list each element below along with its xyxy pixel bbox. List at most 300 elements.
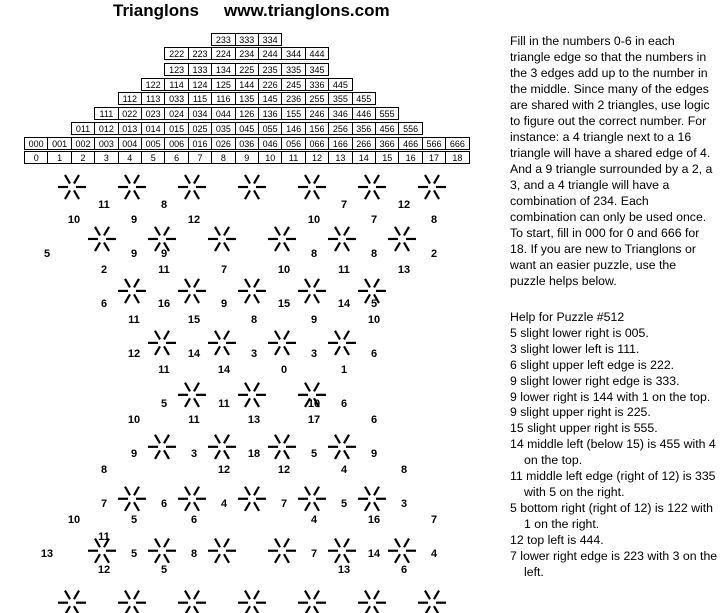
triangle-number[interactable]: 12 bbox=[187, 213, 201, 226]
edge-tick bbox=[314, 606, 319, 613]
edge-tick bbox=[305, 294, 310, 303]
edge-tick bbox=[275, 554, 280, 563]
edge-tick bbox=[335, 331, 340, 340]
edge-tick bbox=[305, 591, 310, 600]
edge-tick bbox=[344, 346, 349, 355]
edge-tick bbox=[215, 242, 220, 251]
help-section bbox=[510, 310, 720, 580]
sum-cell: 6 bbox=[164, 151, 188, 164]
help-title: Help for Puzzle #512 bbox=[510, 310, 625, 324]
triangle-number[interactable]: 4 bbox=[340, 463, 348, 476]
sum-cell: 9 bbox=[235, 151, 259, 164]
triangle-number[interactable]: 8 bbox=[100, 463, 108, 476]
edge-tick bbox=[125, 487, 130, 496]
combo-cell: 236 bbox=[281, 92, 305, 105]
edge-tick bbox=[344, 450, 349, 459]
edge-tick bbox=[185, 591, 190, 600]
triangle-number[interactable]: 2 bbox=[100, 263, 108, 276]
combo-cell: 000 bbox=[24, 137, 48, 150]
combo-cell: 016 bbox=[188, 137, 212, 150]
edge-tick bbox=[275, 331, 280, 340]
triangle-number[interactable]: 6 bbox=[370, 413, 378, 426]
triangle-number[interactable]: 12 bbox=[97, 563, 111, 576]
edge-tick bbox=[125, 591, 130, 600]
edge-tick bbox=[185, 606, 190, 613]
triangle-number[interactable]: 8 bbox=[430, 213, 438, 226]
sum-cell: 8 bbox=[211, 151, 235, 164]
triangle-number[interactable]: 7 bbox=[340, 198, 348, 211]
combo-cell: 666 bbox=[445, 137, 469, 150]
combo-cell: 113 bbox=[141, 92, 165, 105]
edge-tick bbox=[164, 554, 169, 563]
edge-tick bbox=[245, 502, 250, 511]
edge-tick bbox=[224, 554, 229, 563]
edge-tick bbox=[335, 242, 340, 251]
triangle-number[interactable]: 12 bbox=[277, 463, 291, 476]
site-url: www.trianglons.com bbox=[224, 1, 390, 20]
edge-tick bbox=[155, 331, 160, 340]
edge-tick bbox=[254, 279, 259, 288]
edge-tick bbox=[395, 554, 400, 563]
edge-tick bbox=[65, 190, 70, 199]
edge-tick bbox=[194, 502, 199, 511]
sum-cell: 5 bbox=[141, 151, 165, 164]
edge-tick bbox=[134, 487, 139, 496]
edge-tick bbox=[425, 175, 430, 184]
edge-tick bbox=[395, 539, 400, 548]
combo-cell: 023 bbox=[141, 107, 165, 120]
triangle-number[interactable]: 10 bbox=[127, 413, 141, 426]
triangle-number[interactable]: 12 bbox=[127, 347, 141, 360]
combo-cell: 136 bbox=[258, 107, 282, 120]
edge-tick bbox=[134, 175, 139, 184]
edge-tick bbox=[254, 190, 259, 199]
combo-cell: 244 bbox=[258, 47, 282, 60]
triangle-number[interactable]: 1 bbox=[340, 363, 348, 376]
triangle-number[interactable]: 17 bbox=[307, 413, 321, 426]
edge-tick bbox=[314, 279, 319, 288]
combo-cell: 345 bbox=[305, 63, 329, 76]
edge-tick bbox=[275, 539, 280, 548]
edge-tick bbox=[224, 435, 229, 444]
triangle-number[interactable]: 7 bbox=[310, 547, 318, 560]
edge-tick bbox=[134, 190, 139, 199]
combo-cell: 444 bbox=[305, 47, 329, 60]
combo-cell: 022 bbox=[118, 107, 142, 120]
edge-tick bbox=[254, 398, 259, 407]
edge-tick bbox=[194, 591, 199, 600]
combo-cell: 335 bbox=[281, 63, 305, 76]
edge-tick bbox=[284, 554, 289, 563]
triangle-number[interactable]: 7 bbox=[220, 263, 228, 276]
edge-tick bbox=[254, 487, 259, 496]
edge-tick bbox=[194, 398, 199, 407]
edge-tick bbox=[224, 539, 229, 548]
triangle-number[interactable]: 5 bbox=[130, 547, 138, 560]
combo-cell: 125 bbox=[211, 78, 235, 91]
triangle-number[interactable]: 6 bbox=[400, 563, 408, 576]
triangle-number[interactable]: 5 bbox=[370, 297, 378, 310]
combo-cell: 336 bbox=[305, 78, 329, 91]
edge-tick bbox=[374, 591, 379, 600]
edge-tick bbox=[275, 242, 280, 251]
edge-tick bbox=[395, 242, 400, 251]
triangle-number[interactable]: 14 bbox=[337, 297, 351, 310]
edge-tick bbox=[194, 175, 199, 184]
combo-cell: 233 bbox=[211, 33, 235, 46]
edge-tick bbox=[275, 346, 280, 355]
combo-cell: 036 bbox=[235, 137, 259, 150]
edge-tick bbox=[134, 279, 139, 288]
edge-tick bbox=[224, 242, 229, 251]
triangle-number[interactable]: 11 bbox=[338, 263, 350, 276]
edge-tick bbox=[284, 435, 289, 444]
edge-tick bbox=[275, 450, 280, 459]
triangle-number[interactable]: 10 bbox=[67, 213, 81, 226]
triangle-number[interactable]: 5 bbox=[160, 563, 168, 576]
edge-tick bbox=[245, 591, 250, 600]
combo-cell: 145 bbox=[258, 92, 282, 105]
combo-cell: 224 bbox=[211, 47, 235, 60]
edge-tick bbox=[134, 294, 139, 303]
triangle-number[interactable]: 13 bbox=[337, 563, 351, 576]
triangle-number[interactable]: 9 bbox=[160, 247, 168, 260]
edge-tick bbox=[254, 502, 259, 511]
combo-cell: 466 bbox=[398, 137, 422, 150]
edge-tick bbox=[155, 435, 160, 444]
triangle-number[interactable]: 9 bbox=[130, 213, 138, 226]
edge-tick bbox=[284, 227, 289, 236]
edge-tick bbox=[104, 227, 109, 236]
sum-cell: 3 bbox=[94, 151, 118, 164]
edge-tick bbox=[194, 294, 199, 303]
edge-tick bbox=[224, 450, 229, 459]
combo-cell: 045 bbox=[235, 122, 259, 135]
help-hint: 15 slight upper right is 555. bbox=[510, 421, 658, 436]
help-hint: 6 slight upper left edge is 222. bbox=[510, 357, 675, 372]
edge-tick bbox=[125, 294, 130, 303]
triangle-number[interactable]: 8 bbox=[370, 247, 378, 260]
triangle-number[interactable]: 4 bbox=[430, 547, 438, 560]
combo-cell: 066 bbox=[305, 137, 329, 150]
edge-tick bbox=[95, 242, 100, 251]
combo-cell: 124 bbox=[188, 78, 212, 91]
triangle-number[interactable]: 4 bbox=[220, 497, 228, 510]
combination-table bbox=[0, 0, 500, 170]
sum-cell: 4 bbox=[118, 151, 142, 164]
edge-tick bbox=[185, 190, 190, 199]
edge-tick bbox=[164, 450, 169, 459]
edge-tick bbox=[374, 487, 379, 496]
triangle-number[interactable]: 5 bbox=[310, 447, 318, 460]
combo-cell: 002 bbox=[71, 137, 95, 150]
edge-tick bbox=[365, 279, 370, 288]
triangle-number[interactable]: 10 bbox=[307, 213, 321, 226]
triangle-number[interactable]: 5 bbox=[43, 247, 51, 260]
sum-cell: 13 bbox=[328, 151, 352, 164]
combo-cell: 346 bbox=[328, 107, 352, 120]
sum-cell: 11 bbox=[281, 151, 305, 164]
combo-cell: 155 bbox=[281, 107, 305, 120]
edge-tick bbox=[365, 502, 370, 511]
combo-cell: 123 bbox=[164, 63, 188, 76]
edge-tick bbox=[194, 279, 199, 288]
triangle-number[interactable]: 11 bbox=[128, 313, 140, 326]
edge-tick bbox=[194, 190, 199, 199]
triangle-number[interactable]: 13 bbox=[247, 413, 261, 426]
combo-cell: 222 bbox=[164, 47, 188, 60]
combo-cell: 445 bbox=[328, 78, 352, 91]
edge-tick bbox=[215, 554, 220, 563]
edge-tick bbox=[224, 346, 229, 355]
triangle-number[interactable]: 8 bbox=[310, 247, 318, 260]
combo-cell: 044 bbox=[211, 107, 235, 120]
edge-tick bbox=[365, 190, 370, 199]
triangle-number[interactable]: 10 bbox=[67, 513, 81, 526]
help-hint: 7 lower right edge is 223 with 3 on the left. bbox=[510, 548, 718, 579]
edge-tick bbox=[185, 502, 190, 511]
combo-cell: 033 bbox=[164, 92, 188, 105]
edge-tick bbox=[185, 383, 190, 392]
triangle-number[interactable]: 14 bbox=[367, 547, 381, 560]
edge-tick bbox=[164, 346, 169, 355]
edge-tick bbox=[104, 242, 109, 251]
triangle-number[interactable]: 6 bbox=[370, 347, 378, 360]
edge-tick bbox=[194, 383, 199, 392]
edge-tick bbox=[374, 190, 379, 199]
help-hint: 5 bottom right (right of 12) is 122 with 1 on the right. bbox=[510, 500, 713, 531]
edge-tick bbox=[344, 331, 349, 340]
edge-tick bbox=[365, 591, 370, 600]
edge-tick bbox=[254, 591, 259, 600]
triangle-number[interactable]: 11 bbox=[98, 198, 110, 211]
triangle-number[interactable]: 7 bbox=[370, 213, 378, 226]
triangle-number[interactable]: 16 bbox=[157, 297, 171, 310]
edge-tick bbox=[254, 175, 259, 184]
edge-tick bbox=[404, 242, 409, 251]
triangle-number[interactable]: 15 bbox=[277, 297, 291, 310]
brand-title: Trianglons bbox=[113, 1, 199, 20]
triangle-number[interactable]: 3 bbox=[190, 447, 198, 460]
combo-cell: 135 bbox=[235, 92, 259, 105]
combo-cell: 004 bbox=[118, 137, 142, 150]
triangle-number[interactable]: 6 bbox=[190, 513, 198, 526]
edge-tick bbox=[164, 227, 169, 236]
triangle-number[interactable]: 14 bbox=[187, 347, 201, 360]
edge-tick bbox=[245, 398, 250, 407]
triangle-number[interactable]: 9 bbox=[220, 297, 228, 310]
combo-cell: 046 bbox=[258, 137, 282, 150]
triangle-number[interactable]: 8 bbox=[250, 313, 258, 326]
triangle-number[interactable]: 14 bbox=[217, 363, 231, 376]
edge-tick bbox=[155, 346, 160, 355]
edge-tick bbox=[344, 539, 349, 548]
combo-cell: 455 bbox=[352, 92, 376, 105]
help-hint: 5 slight lower right is 005. bbox=[510, 325, 649, 340]
combo-cell: 256 bbox=[328, 122, 352, 135]
edge-tick bbox=[134, 606, 139, 613]
edge-tick bbox=[215, 450, 220, 459]
combo-cell: 056 bbox=[281, 137, 305, 150]
triangle-number[interactable]: 12 bbox=[217, 463, 231, 476]
triangle-number[interactable]: 10 bbox=[277, 263, 291, 276]
triangle-number[interactable]: 11 bbox=[188, 413, 200, 426]
edge-tick bbox=[305, 279, 310, 288]
combo-cell: 034 bbox=[188, 107, 212, 120]
edge-tick bbox=[125, 279, 130, 288]
edge-tick bbox=[335, 539, 340, 548]
help-hint: 9 slight upper right is 225. bbox=[510, 405, 651, 420]
combo-cell: 035 bbox=[211, 122, 235, 135]
edge-tick bbox=[215, 539, 220, 548]
edge-tick bbox=[185, 279, 190, 288]
edge-tick bbox=[374, 502, 379, 511]
combo-cell: 055 bbox=[258, 122, 282, 135]
combo-cell: 006 bbox=[164, 137, 188, 150]
combo-cell: 235 bbox=[258, 63, 282, 76]
edge-tick bbox=[314, 487, 319, 496]
edge-tick bbox=[365, 175, 370, 184]
edge-tick bbox=[245, 606, 250, 613]
triangle-number[interactable]: 10 bbox=[307, 397, 321, 410]
edge-tick bbox=[185, 175, 190, 184]
combo-cell: 112 bbox=[118, 92, 142, 105]
combo-cell: 001 bbox=[47, 137, 71, 150]
triangle-number[interactable]: 7 bbox=[430, 513, 438, 526]
edge-tick bbox=[134, 591, 139, 600]
edge-tick bbox=[155, 554, 160, 563]
edge-tick bbox=[374, 606, 379, 613]
triangle-number[interactable]: 5 bbox=[160, 397, 168, 410]
triangle-number[interactable]: 8 bbox=[160, 198, 168, 211]
edge-tick bbox=[194, 606, 199, 613]
sum-cell: 12 bbox=[305, 151, 329, 164]
combo-cell: 456 bbox=[375, 122, 399, 135]
edge-tick bbox=[365, 487, 370, 496]
edge-tick bbox=[434, 591, 439, 600]
edge-tick bbox=[335, 227, 340, 236]
triangle-number[interactable]: 7 bbox=[280, 497, 288, 510]
triangle-number[interactable]: 10 bbox=[367, 313, 381, 326]
edge-tick bbox=[284, 539, 289, 548]
sum-cell: 14 bbox=[352, 151, 376, 164]
sum-cell: 15 bbox=[375, 151, 399, 164]
edge-tick bbox=[365, 606, 370, 613]
combo-cell: 134 bbox=[211, 63, 235, 76]
triangle-number[interactable]: 2 bbox=[430, 247, 438, 260]
combo-cell: 116 bbox=[211, 92, 235, 105]
combo-cell: 005 bbox=[141, 137, 165, 150]
edge-tick bbox=[305, 175, 310, 184]
triangle-number[interactable]: 5 bbox=[130, 513, 138, 526]
help-hint: 9 slight lower right edge is 333. bbox=[510, 373, 680, 388]
triangle-number[interactable]: 7 bbox=[100, 497, 108, 510]
combo-cell: 024 bbox=[164, 107, 188, 120]
edge-tick bbox=[425, 606, 430, 613]
edge-tick bbox=[335, 554, 340, 563]
edge-tick bbox=[245, 487, 250, 496]
combo-cell: 223 bbox=[188, 47, 212, 60]
edge-tick bbox=[434, 175, 439, 184]
triangle-number[interactable]: 11 bbox=[158, 363, 170, 376]
triangle-number[interactable]: 0 bbox=[280, 363, 288, 376]
triangle-number[interactable]: 13 bbox=[397, 263, 411, 276]
combo-cell: 166 bbox=[328, 137, 352, 150]
triangle-number[interactable]: 9 bbox=[310, 313, 318, 326]
triangle-number[interactable]: 9 bbox=[370, 447, 378, 460]
edge-tick bbox=[125, 175, 130, 184]
help-hint: 9 lower right is 144 with 1 on the top. bbox=[510, 389, 711, 404]
edge-tick bbox=[224, 331, 229, 340]
combo-cell: 015 bbox=[164, 122, 188, 135]
edge-tick bbox=[74, 606, 79, 613]
combo-cell: 226 bbox=[258, 78, 282, 91]
edge-tick bbox=[284, 450, 289, 459]
edge-tick bbox=[245, 294, 250, 303]
edge-tick bbox=[125, 606, 130, 613]
combo-cell: 111 bbox=[94, 107, 118, 120]
combo-cell: 566 bbox=[422, 137, 446, 150]
edge-tick bbox=[305, 502, 310, 511]
triangle-number[interactable]: 8 bbox=[190, 547, 198, 560]
triangle-number[interactable]: 3 bbox=[310, 347, 318, 360]
edge-tick bbox=[275, 435, 280, 444]
triangle-number[interactable]: 6 bbox=[100, 297, 108, 310]
edge-tick bbox=[404, 227, 409, 236]
triangle-number[interactable]: 18 bbox=[247, 447, 261, 460]
triangle-number[interactable]: 3 bbox=[250, 347, 258, 360]
edge-tick bbox=[305, 383, 310, 392]
triangle-number[interactable]: 5 bbox=[340, 497, 348, 510]
edge-tick bbox=[125, 502, 130, 511]
help-hint: 12 top left is 444. bbox=[510, 532, 604, 547]
triangle-number[interactable]: 3 bbox=[400, 497, 408, 510]
combo-cell: 266 bbox=[352, 137, 376, 150]
puzzle-board bbox=[0, 170, 500, 613]
triangle-number[interactable]: 11 bbox=[98, 530, 110, 543]
combo-cell: 355 bbox=[328, 92, 352, 105]
edge-tick bbox=[305, 487, 310, 496]
sum-cell: 7 bbox=[188, 151, 212, 164]
combo-cell: 334 bbox=[258, 33, 282, 46]
edge-tick bbox=[284, 242, 289, 251]
triangle-number[interactable]: 8 bbox=[400, 463, 408, 476]
triangle-number[interactable]: 11 bbox=[158, 263, 170, 276]
combo-cell: 255 bbox=[305, 92, 329, 105]
triangle-number[interactable]: 4 bbox=[310, 513, 318, 526]
edge-tick bbox=[335, 346, 340, 355]
edge-tick bbox=[344, 435, 349, 444]
combo-cell: 344 bbox=[281, 47, 305, 60]
triangle-number[interactable]: 6 bbox=[160, 497, 168, 510]
edge-tick bbox=[245, 279, 250, 288]
help-hint: 14 middle left (below 15) is 455 with 4 on the top. bbox=[510, 437, 716, 468]
edge-tick bbox=[374, 175, 379, 184]
triangle-number[interactable]: 12 bbox=[397, 198, 411, 211]
edge-tick bbox=[335, 435, 340, 444]
triangle-number[interactable]: 11 bbox=[218, 397, 230, 410]
triangle-number[interactable]: 16 bbox=[367, 513, 381, 526]
combo-cell: 012 bbox=[94, 122, 118, 135]
triangle-number[interactable]: 9 bbox=[130, 447, 138, 460]
triangle-number[interactable]: 15 bbox=[187, 313, 201, 326]
edge-tick bbox=[314, 190, 319, 199]
triangle-number[interactable]: 6 bbox=[340, 397, 348, 410]
combo-cell: 156 bbox=[305, 122, 329, 135]
combo-cell: 115 bbox=[188, 92, 212, 105]
triangle-number[interactable]: 9 bbox=[130, 247, 138, 260]
triangle-number[interactable]: 13 bbox=[40, 547, 54, 560]
